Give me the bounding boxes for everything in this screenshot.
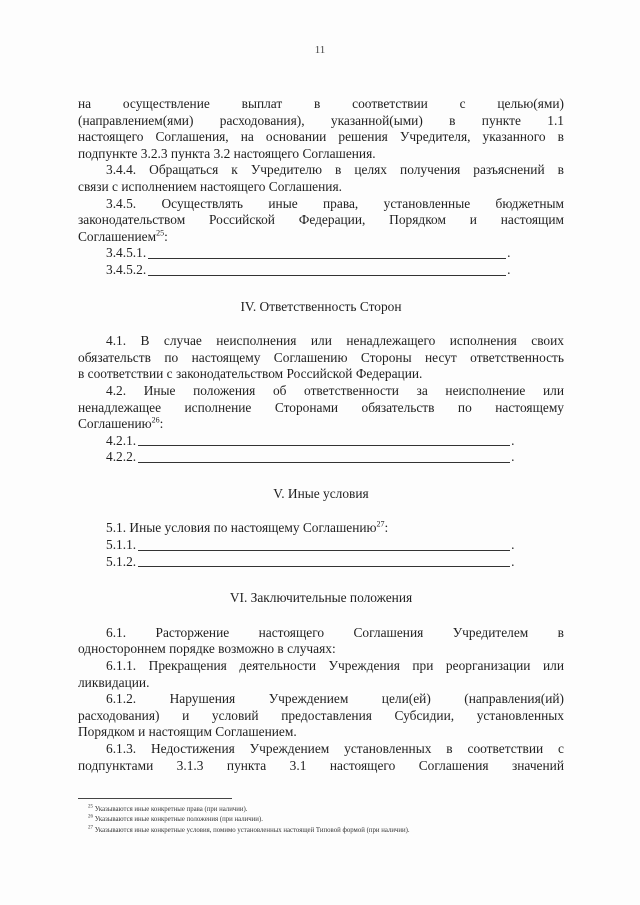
paragraph-3-4-3-line: подпункте 3.2.3 пункта 3.2 настоящего Соглашения.	[78, 145, 376, 161]
paragraph-6-1-1-line: ликвидации.	[78, 674, 150, 690]
paragraph-colon: :	[159, 416, 164, 432]
paragraph-colon: :	[384, 520, 389, 536]
fill-in-blank	[138, 566, 510, 567]
fill-in-number: 5.1.1.	[106, 537, 137, 553]
fill-in-number: 4.2.2.	[106, 449, 137, 465]
paragraph-4-2-line	[78, 416, 564, 433]
fill-in-blank	[138, 550, 510, 551]
paragraph-3-4-3-line: настоящего Соглашения, на основании решения Учредителя, указанного в	[78, 129, 564, 145]
fill-in-end: .	[507, 245, 511, 261]
fill-in-line	[106, 537, 564, 554]
footnote-number: 25	[88, 804, 93, 810]
footnote-item	[88, 815, 568, 825]
fill-in-line	[106, 554, 564, 571]
paragraph-3-4-5-line: законодательством Российской Федерации, Порядком и настоящим	[78, 212, 564, 228]
fill-in-line	[106, 262, 564, 279]
fill-in-end: .	[511, 537, 515, 553]
footnote-text: Указываются иные конкретные условия, помимо установленных настоящей Типовой формой (при наличии).	[94, 826, 410, 834]
footnote-item	[88, 826, 568, 836]
fill-in-number: 4.2.1.	[106, 432, 137, 448]
paragraph-4-2-text: Соглашению	[78, 416, 152, 432]
footnotes	[88, 805, 568, 836]
fill-in-number: 3.4.5.2.	[106, 261, 147, 277]
section-iv-heading: IV. Ответственность Сторон	[240, 298, 402, 314]
footnote-ref: 25	[156, 228, 165, 238]
fill-in-line	[106, 245, 564, 262]
paragraph-6-1-line: 6.1. Расторжение настоящего Соглашения Учредителем в	[106, 624, 564, 640]
fill-in-number: 3.4.5.1.	[106, 245, 147, 261]
paragraph-6-1-3-line: подпунктами 3.1.3 пункта 3.1 настоящего Соглашения значений	[78, 757, 564, 773]
paragraph-3-4-3-line: (направлением(ями) расходования), указанной(ыми) в пункте 1.1	[78, 112, 564, 128]
paragraph-3-4-4-line: 3.4.4. Обращаться к Учредителю в целях получения разъяснений в	[106, 162, 564, 178]
section-vi-heading: VI. Заключительные положения	[229, 590, 413, 606]
footnote-text: Указываются иные конкретные права (при наличии).	[94, 806, 248, 813]
fill-in-line	[106, 433, 564, 450]
fill-in-end: .	[511, 432, 515, 448]
paragraph-4-2-line: 4.2. Иные положения об ответственности за неисполнение или	[106, 382, 564, 398]
footnote-item	[88, 805, 568, 815]
fill-in-blank	[138, 462, 510, 463]
footnote-number: 26	[88, 815, 93, 821]
paragraph-colon: :	[164, 228, 168, 244]
footnote-number: 27	[88, 825, 93, 831]
paragraph-5-1-text: 5.1. Иные условия по настоящему Соглашению	[106, 520, 377, 536]
fill-in-blank	[148, 275, 506, 276]
fill-in-end: .	[511, 553, 515, 569]
fill-in-number: 5.1.2.	[106, 553, 137, 569]
footnote-separator	[78, 798, 232, 799]
paragraph-3-4-5-line: 3.4.5. Осуществлять иные права, установленные бюджетным	[106, 195, 564, 211]
footnote-ref: 27	[376, 520, 385, 529]
paragraph-3-4-5-text: Соглашением	[78, 228, 157, 244]
paragraph-3-4-5-line	[78, 229, 564, 246]
paragraph-6-1-1-line: 6.1.1. Прекращения деятельности Учреждения при реорганизации или	[106, 658, 564, 674]
paragraph-6-1-line: одностороннем порядке возможно в случаях:	[78, 641, 336, 657]
document-body	[78, 96, 564, 774]
fill-in-end: .	[507, 261, 511, 277]
fill-in-blank	[138, 445, 510, 446]
fill-in-line	[106, 449, 564, 466]
paragraph-6-1-3-line: 6.1.3. Недостижения Учреждением установленных в соответствии с	[106, 741, 564, 756]
section-v-heading: V. Иные условия	[273, 485, 369, 501]
paragraph-6-1-2-line: Порядком и настоящим Соглашением.	[78, 724, 297, 740]
fill-in-end: .	[511, 449, 515, 465]
footnote-text: Указываются иные конкретные положения (при наличии).	[94, 816, 263, 824]
paragraph-6-1-2-line: 6.1.2. Нарушения Учреждением цели(ей) (направления(ий)	[106, 691, 564, 707]
paragraph-4-1-line: 4.1. В случае неисполнения или ненадлежащего исполнения своих	[106, 333, 564, 349]
paragraph-4-1-line: обязательств по настоящему Соглашению Стороны несут ответственность	[78, 349, 564, 365]
footnote-ref: 26	[151, 415, 160, 425]
paragraph-3-4-3-line: на осуществление выплат в соответствии с целью(ями)	[78, 96, 564, 111]
paragraph-4-1-line: в соответствии с законодательством Российской Федерации.	[78, 366, 423, 382]
paragraph-6-1-2-line: расходования) и условий предоставления Субсидии, установленных	[78, 707, 564, 723]
paragraph-3-4-4-line: связи с исполнением настоящего Соглашения.	[78, 178, 342, 194]
page-number: 11	[314, 44, 326, 56]
paragraph-5-1-line	[78, 520, 564, 537]
paragraph-4-2-line: ненадлежащее исполнение Сторонами обязательств по настоящему	[78, 399, 564, 415]
fill-in-blank	[148, 258, 506, 259]
